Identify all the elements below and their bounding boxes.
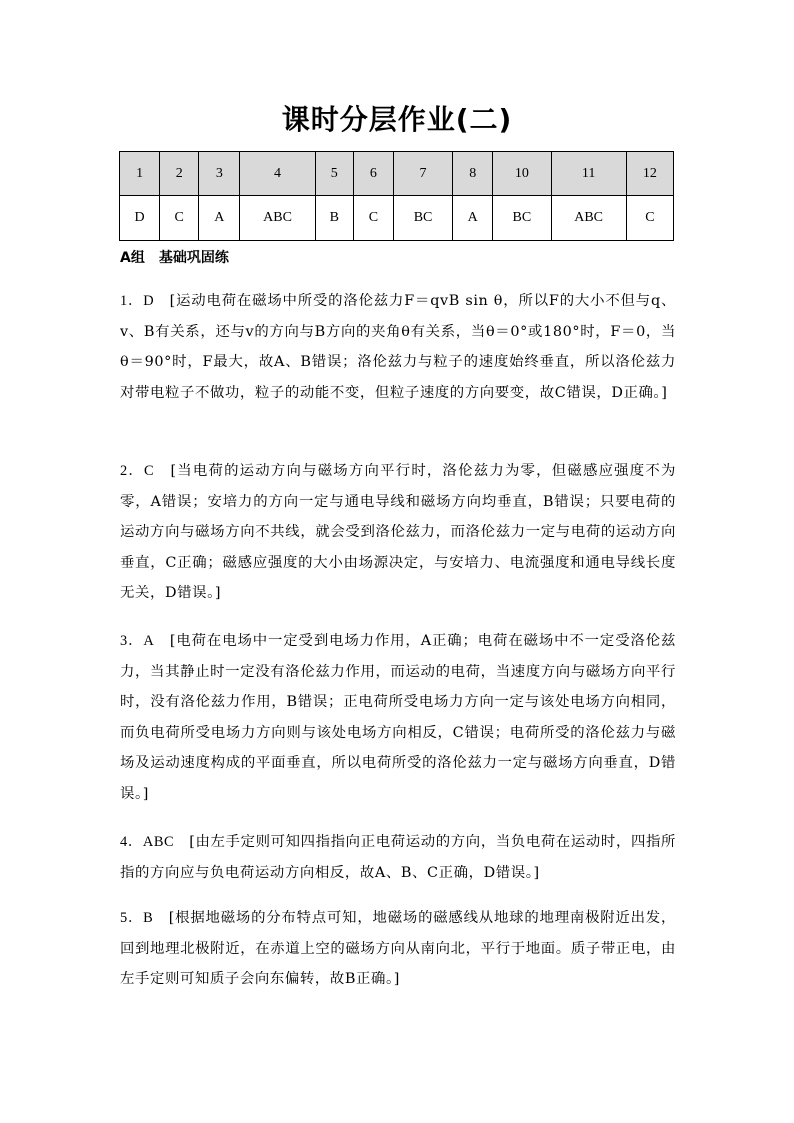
answer-cell: C xyxy=(160,196,199,241)
explanation-1 xyxy=(120,286,676,408)
explanation-5 xyxy=(120,903,676,995)
answer-cell: A xyxy=(199,196,240,241)
answer-cell: A xyxy=(453,196,493,241)
answer-table-header-row xyxy=(120,152,674,196)
explanation-text: [根据地磁场的分布特点可知，地磁场的磁感线从地球的地理南极附近出发，回到地理北极附近，在赤道上空的磁场方向从南向北，平行于地面。质子带正电，由左手定则可知质子会向东偏转，故B正确。] xyxy=(120,910,676,987)
explanation-3 xyxy=(120,626,676,809)
page-title: 课时分层作业(二) xyxy=(281,103,513,136)
explanation-label: 3．A xyxy=(120,633,155,649)
explanation-text: [电荷在电场中一定受到电场力作用，A正确；电荷在磁场中不一定受洛伦兹力，当其静止时一定没有洛伦兹力作用，而运动的电荷，当速度方向与磁场方向平行时，没有洛伦兹力作用，B错误；正电荷所受电场力方向一定与该处电场方向相同，而负电荷所受电场力方向则与该处电场方向相反，C错误；电荷所受的洛伦兹力与磁场及运动速度构成的平面垂直，所以电荷所受的洛伦兹力一定与磁场方向垂直，D错误。] xyxy=(120,633,676,802)
question-number-cell: 8 xyxy=(453,152,493,196)
explanation-text: [由左手定则可知四指指向正电荷运动的方向，当负电荷在运动时，四指所指的方向应与负电荷运动方向相反，故A、B、C正确，D错误。] xyxy=(120,834,676,881)
question-number-cell: 10 xyxy=(493,152,551,196)
answer-cell: ABC xyxy=(240,196,315,241)
answer-cell: C xyxy=(626,196,673,241)
answer-cell: D xyxy=(120,196,160,241)
question-number-cell: 2 xyxy=(160,152,199,196)
explanation-4 xyxy=(120,827,676,888)
question-number-cell: 7 xyxy=(393,152,452,196)
answer-cell: BC xyxy=(493,196,551,241)
explanation-text: [当电荷的运动方向与磁场方向平行时，洛伦兹力为零，但磁感应强度不为零，A错误；安培力的方向一定与通电导线和磁场方向均垂直，B错误；只要电荷的运动方向与磁场方向不共线，就会受到洛伦兹力，而洛伦兹力一定与电荷的运动方向垂直，C正确；磁感应强度的大小由场源决定，与安培力、电流强度和通电导线长度无关，D错误。] xyxy=(120,463,676,601)
question-number-cell: 1 xyxy=(120,152,160,196)
question-number-cell: 4 xyxy=(240,152,315,196)
answer-table-answer-row xyxy=(120,196,674,241)
explanation-2 xyxy=(120,456,676,609)
question-number-cell: 5 xyxy=(315,152,353,196)
answer-cell: B xyxy=(315,196,353,241)
explanation-label: 1．D xyxy=(120,293,155,309)
answer-cell: ABC xyxy=(551,196,626,241)
question-number-cell: 3 xyxy=(199,152,240,196)
question-number-cell: 6 xyxy=(353,152,393,196)
question-number-cell: 12 xyxy=(626,152,673,196)
section-title: A组 基础巩固练 xyxy=(120,250,229,266)
answer-cell: BC xyxy=(393,196,452,241)
explanation-label: 5．B xyxy=(120,910,154,926)
explanation-text: [运动电荷在磁场中所受的洛伦兹力F＝qvB sin θ，所以F的大小不但与q、v、B有关系，还与v的方向与B方向的夹角θ有关系，当θ＝0°或180°时，F＝0，当θ＝90°时，F最大，故A、B错误；洛伦兹力与粒子的速度始终垂直，所以洛伦兹力对带电粒子不做功，粒子的动能不变，但粒子速度的方向要变，故C错误，D正确。] xyxy=(120,293,676,401)
question-number-cell: 11 xyxy=(551,152,626,196)
explanation-label: 4．ABC xyxy=(120,834,175,850)
explanation-label: 2．C xyxy=(120,463,155,479)
answer-table xyxy=(119,151,674,241)
answer-cell: C xyxy=(353,196,393,241)
